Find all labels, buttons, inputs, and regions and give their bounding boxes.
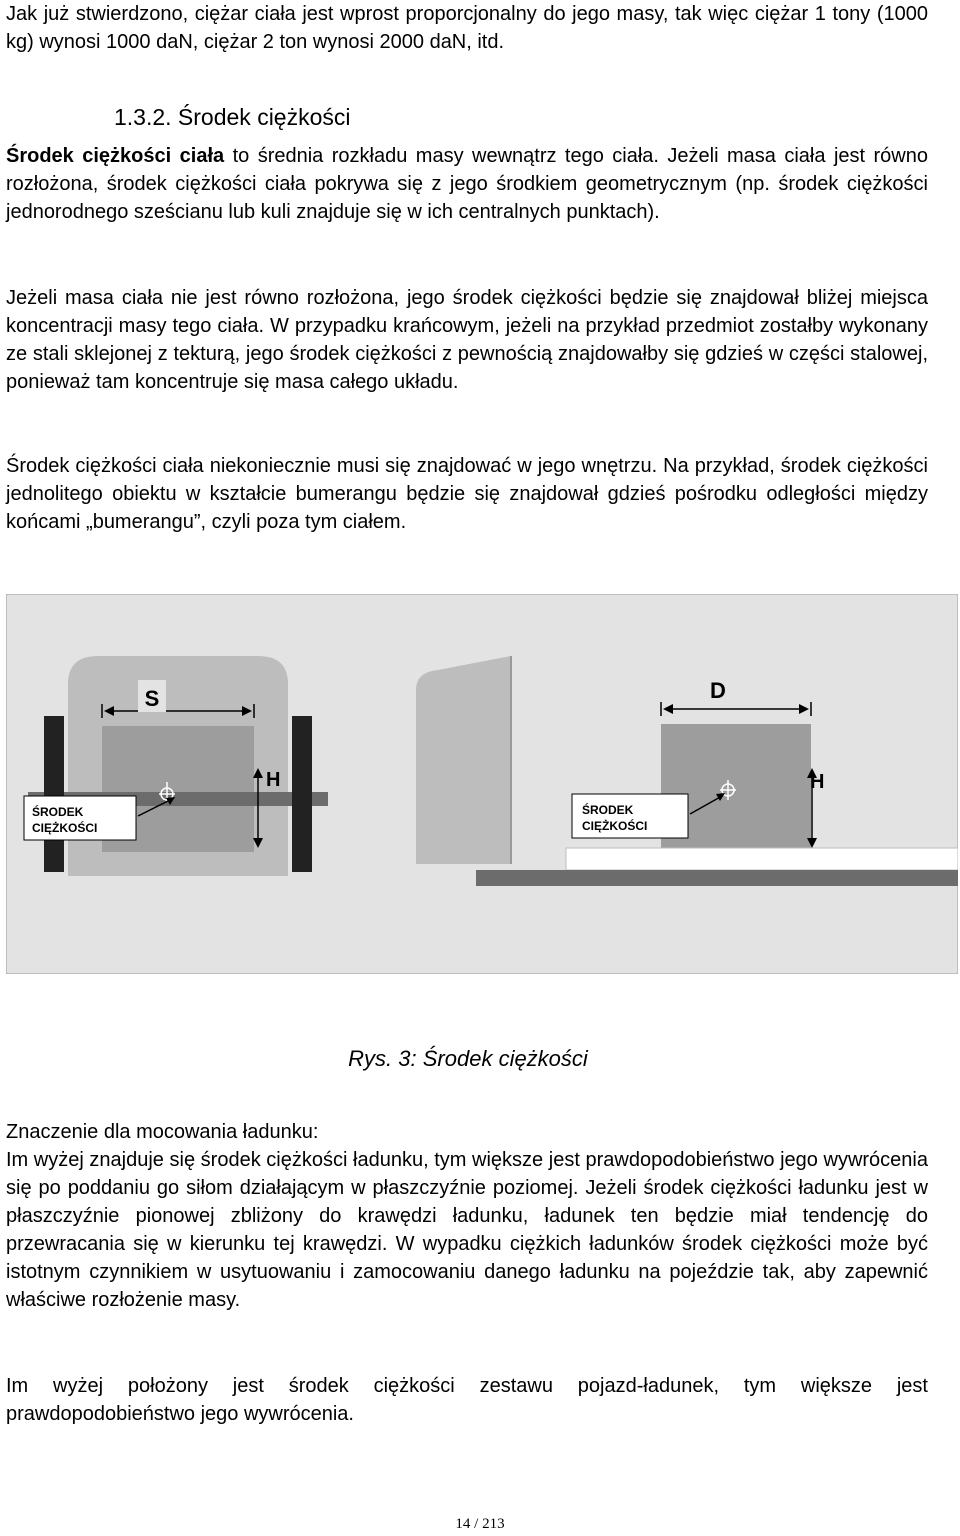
page-number: 14 / 213 xyxy=(455,1516,505,1532)
d-label: D xyxy=(710,678,726,703)
center-of-gravity-figure xyxy=(6,594,958,974)
right-wheel-icon xyxy=(292,716,312,872)
intro-paragraph: Jak już stwierdzono, ciężar ciała jest wprost proporcjonalny do jego masy, tak więc ciężar 1 tony (1000 kg) wynosi 1000 daN, ciężar 2 ton wynosi 2000 daN, itd. xyxy=(6,3,928,53)
figure-caption: Rys. 3: Środek ciężkości xyxy=(348,1046,588,1071)
uneven-mass-paragraph: Jeżeli masa ciała nie jest równo rozłożona, jego środek ciężkości będzie się znajdował bliżej miejsca koncentracji masy tego ciała. W przypadku krańcowym, jeżeli na przykład przedmiot zostałby wykonany ze stali sklejonej z tekturą, jego środek ciężkości z pewnością znajdowałby się gdzieś w części stalowej, ponieważ tam koncentruje się masa całego układu. xyxy=(6,287,928,393)
truck-diagram xyxy=(6,594,958,974)
cog-label-right-line2: CIĘŻKOŚCI xyxy=(582,819,648,833)
definition-paragraph xyxy=(6,142,928,226)
stability-paragraph: Im wyżej położony jest środek ciężkości zestawu pojazd-ładunek, tym większe jest prawdopodobieństwo jego wywrócenia. xyxy=(6,1375,928,1425)
section-heading: 1.3.2. Środek ciężkości xyxy=(114,104,351,130)
flatbed-platform xyxy=(566,848,958,870)
significance-heading: Znaczenie dla mocowania ładunku: xyxy=(6,1121,319,1143)
boomerang-paragraph: Środek ciężkości ciała niekoniecznie musi się znajdować w jego wnętrzu. Na przykład, środek ciężkości jednolitego obiektu w kształcie bumerangu będzie się znajdował gdzieś pośrodku odległości między końcami „bumerangu”, czyli poza tym ciałem. xyxy=(6,455,928,533)
chassis-frame xyxy=(476,870,958,886)
definition-term: Środek ciężkości ciała xyxy=(6,145,225,167)
definition-text: to średnia rozkładu masy wewnątrz tego ciała. Jeżeli masa ciała jest równo rozłożona, środek ciężkości ciała pokrywa się z jego środkiem geometrycznym (np. środek ciężkości jednorodnego sześcianu lub kuli znajduje się w ich centralnych punktach). xyxy=(6,145,928,223)
cog-label-left-line2: CIĘŻKOŚCI xyxy=(32,821,98,835)
truck-cab-silhouette xyxy=(416,656,511,864)
cog-label-left-line1: ŚRODEK xyxy=(32,805,84,819)
significance-paragraph: Im wyżej znajduje się środek ciężkości ładunku, tym większe jest prawdopodobieństwo jego wywrócenia się po poddaniu go siłom działającym w płaszczyźnie poziomej. Jeżeli środek ciężkości ładunku jest w płaszczyźnie pionowej zbliżony do krawędzi ładunku, ładunek ten będzie miał tendencję do przewracania się w kierunku tej krawędzi. W wypadku ciężkich ładunków środek ciężkości może być istotnym czynnikiem w usytuowaniu i zamocowaniu danego ładunku na pojeździe tak, aby zapewnić właściwe rozłożenie masy. xyxy=(6,1149,928,1311)
left-wheel-icon xyxy=(44,716,64,872)
s-label: S xyxy=(144,686,160,711)
cog-label-right-line1: ŚRODEK xyxy=(582,803,634,817)
h-label-left: H xyxy=(266,769,281,791)
h-label-right: H xyxy=(810,771,825,793)
